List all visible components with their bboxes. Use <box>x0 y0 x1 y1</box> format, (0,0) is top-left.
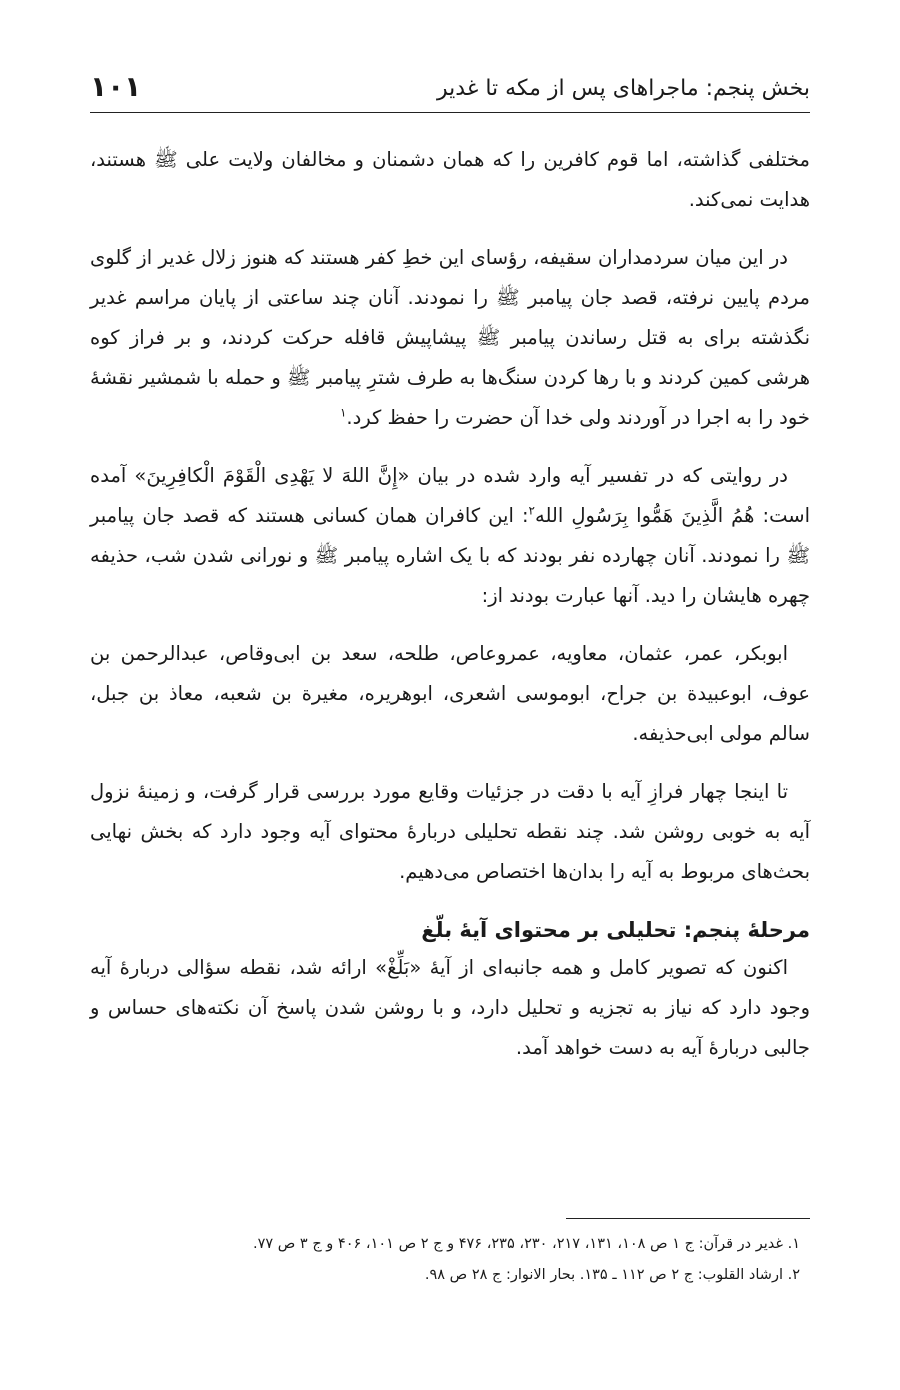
footnote-2: ۲. ارشاد القلوب: ج ۲ ص ۱۱۲ ـ ۱۳۵. بحار الانوار: ج ۲۸ ص ۹۸. <box>424 1267 800 1283</box>
footnote-1: ۱. غدیر در قرآن: ج ۱ ص ۱۰۸، ۱۳۱، ۲۱۷، ۲۳۰، ۲۳۵، ۴۷۶ و ج ۲ ص ۱۰۱، ۴۰۶ و ج ۳ ص ۷۷. <box>252 1236 800 1252</box>
paragraph-4-text: ابوبکر، عمر، عثمان، معاویه، عمروعاص، طلحه، سعد بن ابی‌وقاص، عبدالرحمن بن عوف، ابوعبیدة بن جراح، ابوموسی اشعری، ابوهریره، مغیرة بن شعبه، معاذ بن جبل، سالم مولی ابی‌حذیفه. <box>90 642 810 745</box>
paragraph-6 <box>90 948 810 1068</box>
footnote-ref-2[interactable]: ۲ <box>528 503 535 518</box>
footnotes <box>90 1218 810 1291</box>
page-number: ۱۰۱ <box>90 70 142 103</box>
paragraph-3 <box>90 456 810 616</box>
paragraph-3-text-b: : این کافران همان کسانی هستند که قصد جان پیامبر ﷺ را نمودند. آنان چهارده نفر بودند که با یک اشاره پیامبر ﷺ و نورانی شدن شب، حذیفه چهره هایشان را دید. آنها عبارت بودند از: <box>90 504 810 607</box>
running-title: بخش پنجم: ماجراهای پس از مکه تا غدیر <box>437 76 810 101</box>
footnote-divider <box>566 1218 810 1219</box>
paragraph-4 <box>90 634 810 754</box>
paragraph-5-text: تا اینجا چهار فرازِ آیه با دقت در جزئیات وقایع مورد بررسی قرار گرفت، و زمینهٔ نزول آیه به خوبی روشن شد. چند نقطه تحلیلی دربارهٔ محتوای آیه وجود دارد که بخش نهایی بحث‌های مربوط به آیه را بدان‌ها اختصاص می‌دهیم. <box>90 780 810 883</box>
section-heading: مرحلهٔ پنجم: تحلیلی بر محتوای آیهٔ بلّغ <box>421 918 810 942</box>
page-header <box>90 64 810 113</box>
body-text <box>90 140 810 1086</box>
book-page <box>90 0 810 1390</box>
paragraph-6-text: اکنون که تصویر کامل و همه جانبه‌ای از آیهٔ «بَلِّغْ» ارائه شد، نقطه سؤالی دربارهٔ آیه وجود دارد که نیاز به تجزیه و تحلیل دارد، و با روشن شدن پاسخ آن نکته‌های حساس و جالبی دربارهٔ آیه به دست خواهد آمد. <box>90 956 810 1059</box>
paragraph-3-text-a: در روایتی که در تفسیر آیه وارد شده در بیان «إِنَّ اللهَ لا یَهْدِی الْقَوْمَ الْکافِرِینَ» آمده است: هُمُ الَّذِینَ هَمُّوا بِرَسُولِ الله <box>90 464 810 527</box>
paragraph-1-text: مختلفی گذاشته، اما قوم کافرین را که همان دشمنان و مخالفان ولایت علی ﷺ هستند، هدایت نمی‌کند. <box>90 148 810 211</box>
footnote-ref-1[interactable]: ۱ <box>339 405 347 420</box>
paragraph-2 <box>90 238 810 438</box>
paragraph-5 <box>90 772 810 892</box>
paragraph-1 <box>90 140 810 220</box>
paragraph-2-text: در این میان سردمداران سقیفه، رؤسای این خطِ کفر هستند که هنوز زلال غدیر از گلوی مردم پایین نرفته، قصد جان پیامبر ﷺ را نمودند. آنان چند ساعتی از پایان مراسم غدیر نگذشته برای به قتل رساندن پیامبر ﷺ پیشاپیش قافله حرکت کردند، و بر فراز کوه هرشی کمین کردند و با رها کردن سنگ‌ها به طرف شترِ پیامبر ﷺ و حمله با شمشیر نقشهٔ خود را به اجرا در آوردند ولی خدا آن حضرت را حفظ کرد. <box>90 246 810 429</box>
